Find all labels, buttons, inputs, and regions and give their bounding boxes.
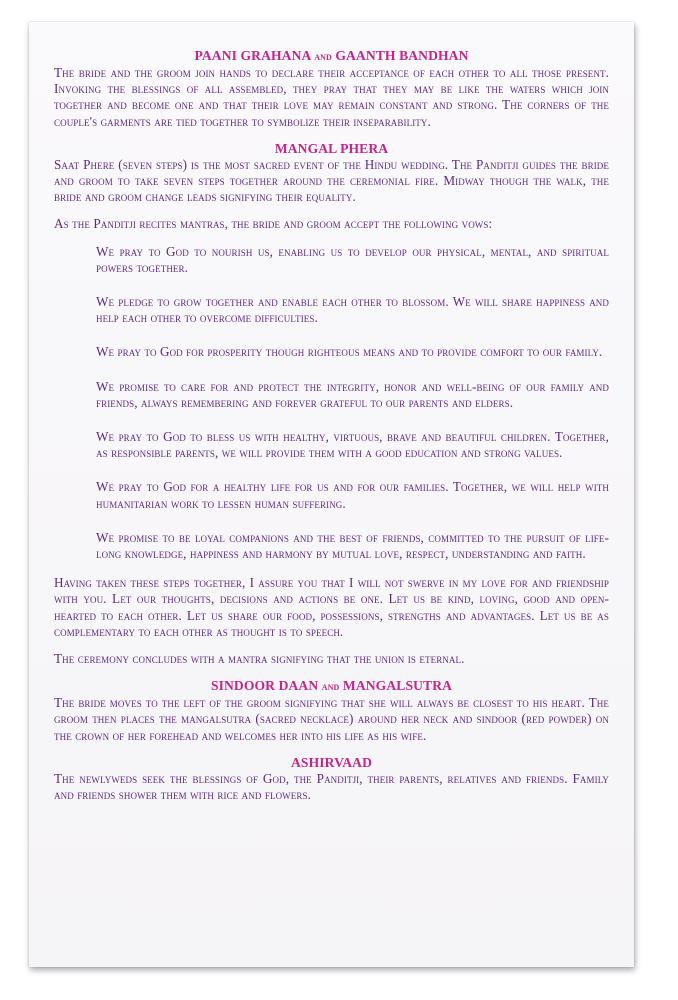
vows-list [54,244,609,563]
program-card [29,22,634,967]
vow-item: We pledge to grow together and enable each other to blossom. We will share happiness and help each other to overcome difficulties. [96,294,609,326]
heading-and: and [314,51,332,63]
sindoor-daan-text: The bride moves to the left of the groom signifying that she will always be closest to his heart. The groom then places the mangalsutra (sacred necklace) around her neck and sindoor (red powder) on the crown of her forehead and welcomes her into his life as his wife. [54,695,609,743]
vows-intro: As the Panditji recites mantras, the bride and groom accept the following vows: [54,216,493,232]
heading-part: MANGALSUTRA [342,678,453,694]
heading-paani-grahana [54,48,609,65]
heading-and: and [321,681,340,694]
heading-part: GAANTH BANDHAN [335,48,469,63]
heading-part: PAANI GRAHANA [194,48,311,63]
heading-part: SINDOOR DAAN [210,678,319,694]
mangal-phera-text: Saat Phere (seven steps) is the most sacred event of the Hindu wedding. The Panditji guides the bride and groom to take seven steps together around the ceremonial fire. Midway though the walk, the bride and groom change leads signifying their equality. [54,156,609,205]
vows-closing: Having taken these steps together, I assure you that I will not swerve in my love for and friendship with you. Let our thoughts, decisions and actions be one. Let us be kind, loving, good and open-hearted to each other. Let us share our food, possessions, strengths and advantages. Let us be as complementary to each other as thought is to speech. [54,575,609,639]
heading-mangal-phera: MANGAL PHERA [274,140,389,156]
ashirvaad-text: The newlyweds seek the blessings of God, the Panditji, their parents, relatives and friends. Family and friends shower them with rice and flowers. [54,770,609,803]
paani-grahana-text: The bride and the groom join hands to declare their acceptance of each other to all those present. Invoking the blessings of all assembled, they pray that they may be like the waters which join together and become one and that their love may remain constant and strong. The corners of the couple's garments are tied together to symbolize their inseparability. [54,65,609,129]
ceremony-conclusion: The ceremony concludes with a mantra signifying that the union is eternal. [54,651,465,667]
vow-item: We promise to care for and protect the integrity, honor and well-being of our family and friends, always remembering and forever grateful to our parents and elders. [96,378,609,410]
heading-sindoor-daan [54,678,609,695]
program-content [54,48,609,803]
vow-item: We pray to God to nourish us, enabling us to develop our physical, mental, and spiritual powers together. [96,243,609,275]
heading-ashirvaad: ASHIRVAAD [291,754,372,770]
vow-item: We pray to God to bless us with healthy, virtuous, brave and beautiful children. Together, as responsible parents, we will provide them with a good education and strong values. [96,429,609,461]
vow-item: We pray to God for a healthy life for us and for our families. Together, we will help with humanitarian work to lessen human suffering. [96,479,609,511]
vow-item: We pray to God for prosperity though righteous means and to provide comfort to our family. [96,344,603,360]
vow-item: We promise to be loyal companions and the best of friends, committed to the pursuit of life-long knowledge, happiness and harmony by mutual love, respect, understanding and faith. [96,529,609,562]
